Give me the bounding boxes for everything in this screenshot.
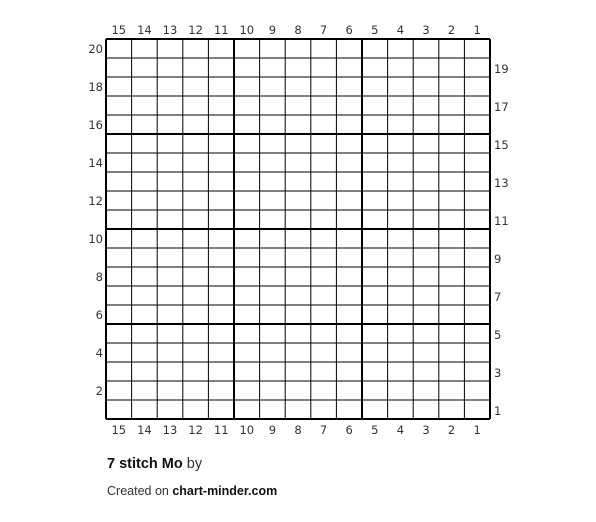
column-number-bottom: 3 xyxy=(422,423,430,437)
row-number-left: 10 xyxy=(88,232,103,246)
column-number-top: 15 xyxy=(111,23,127,37)
column-number-top: 8 xyxy=(294,23,302,37)
column-number-bottom: 1 xyxy=(473,423,481,437)
column-number-bottom: 10 xyxy=(239,423,255,437)
column-number-top: 11 xyxy=(213,23,229,37)
column-number-bottom: 15 xyxy=(111,423,127,437)
bottom-column-numbers xyxy=(111,423,480,437)
row-number-right: 11 xyxy=(494,214,509,228)
column-number-top: 6 xyxy=(345,23,353,37)
column-number-bottom: 5 xyxy=(371,423,379,437)
row-number-right: 17 xyxy=(494,100,509,114)
row-number-left: 18 xyxy=(88,80,103,94)
right-row-numbers xyxy=(494,62,509,418)
chart-by-label: by xyxy=(186,456,203,472)
column-number-top: 2 xyxy=(447,23,456,37)
column-number-top: 10 xyxy=(239,23,255,37)
column-number-top: 5 xyxy=(371,23,379,37)
row-number-right: 3 xyxy=(494,366,502,380)
column-number-bottom: 9 xyxy=(268,423,277,437)
row-number-left: 8 xyxy=(95,270,103,284)
column-number-top: 1 xyxy=(473,23,481,37)
row-number-right: 19 xyxy=(494,62,509,76)
row-number-left: 6 xyxy=(95,308,103,322)
row-number-right: 5 xyxy=(494,328,502,342)
credit-prefix: Created on xyxy=(107,484,169,498)
column-number-bottom: 11 xyxy=(213,423,229,437)
column-number-bottom: 13 xyxy=(162,423,178,437)
column-number-top: 12 xyxy=(188,23,203,37)
row-number-right: 15 xyxy=(494,138,509,152)
column-number-top: 9 xyxy=(268,23,277,37)
column-number-top: 3 xyxy=(422,23,430,37)
row-number-left: 20 xyxy=(88,42,103,56)
row-number-left: 4 xyxy=(95,346,103,360)
row-number-left: 14 xyxy=(88,156,103,170)
column-number-bottom: 6 xyxy=(345,423,353,437)
top-column-numbers xyxy=(111,23,480,37)
chart-name: 7 stitch Mo xyxy=(107,456,183,472)
row-number-right: 13 xyxy=(494,176,509,190)
credit-line xyxy=(107,484,277,498)
column-number-bottom: 8 xyxy=(294,423,302,437)
column-number-top: 13 xyxy=(162,23,178,37)
row-number-left: 16 xyxy=(88,118,103,132)
row-number-left: 12 xyxy=(88,194,103,208)
row-number-right: 7 xyxy=(494,290,502,304)
chart-title xyxy=(107,456,202,472)
row-number-left: 2 xyxy=(95,384,103,398)
column-number-top: 4 xyxy=(396,23,405,37)
column-number-bottom: 12 xyxy=(188,423,203,437)
row-number-right: 1 xyxy=(494,404,502,418)
credit-site-link[interactable]: chart-minder.com xyxy=(172,484,278,498)
column-number-bottom: 4 xyxy=(396,423,405,437)
column-number-bottom: 14 xyxy=(137,423,152,437)
column-number-bottom: 2 xyxy=(447,423,456,437)
row-number-right: 9 xyxy=(494,252,502,266)
column-number-top: 14 xyxy=(137,23,152,37)
column-number-bottom: 7 xyxy=(319,423,328,437)
column-number-top: 7 xyxy=(319,23,328,37)
left-row-numbers xyxy=(88,42,103,398)
